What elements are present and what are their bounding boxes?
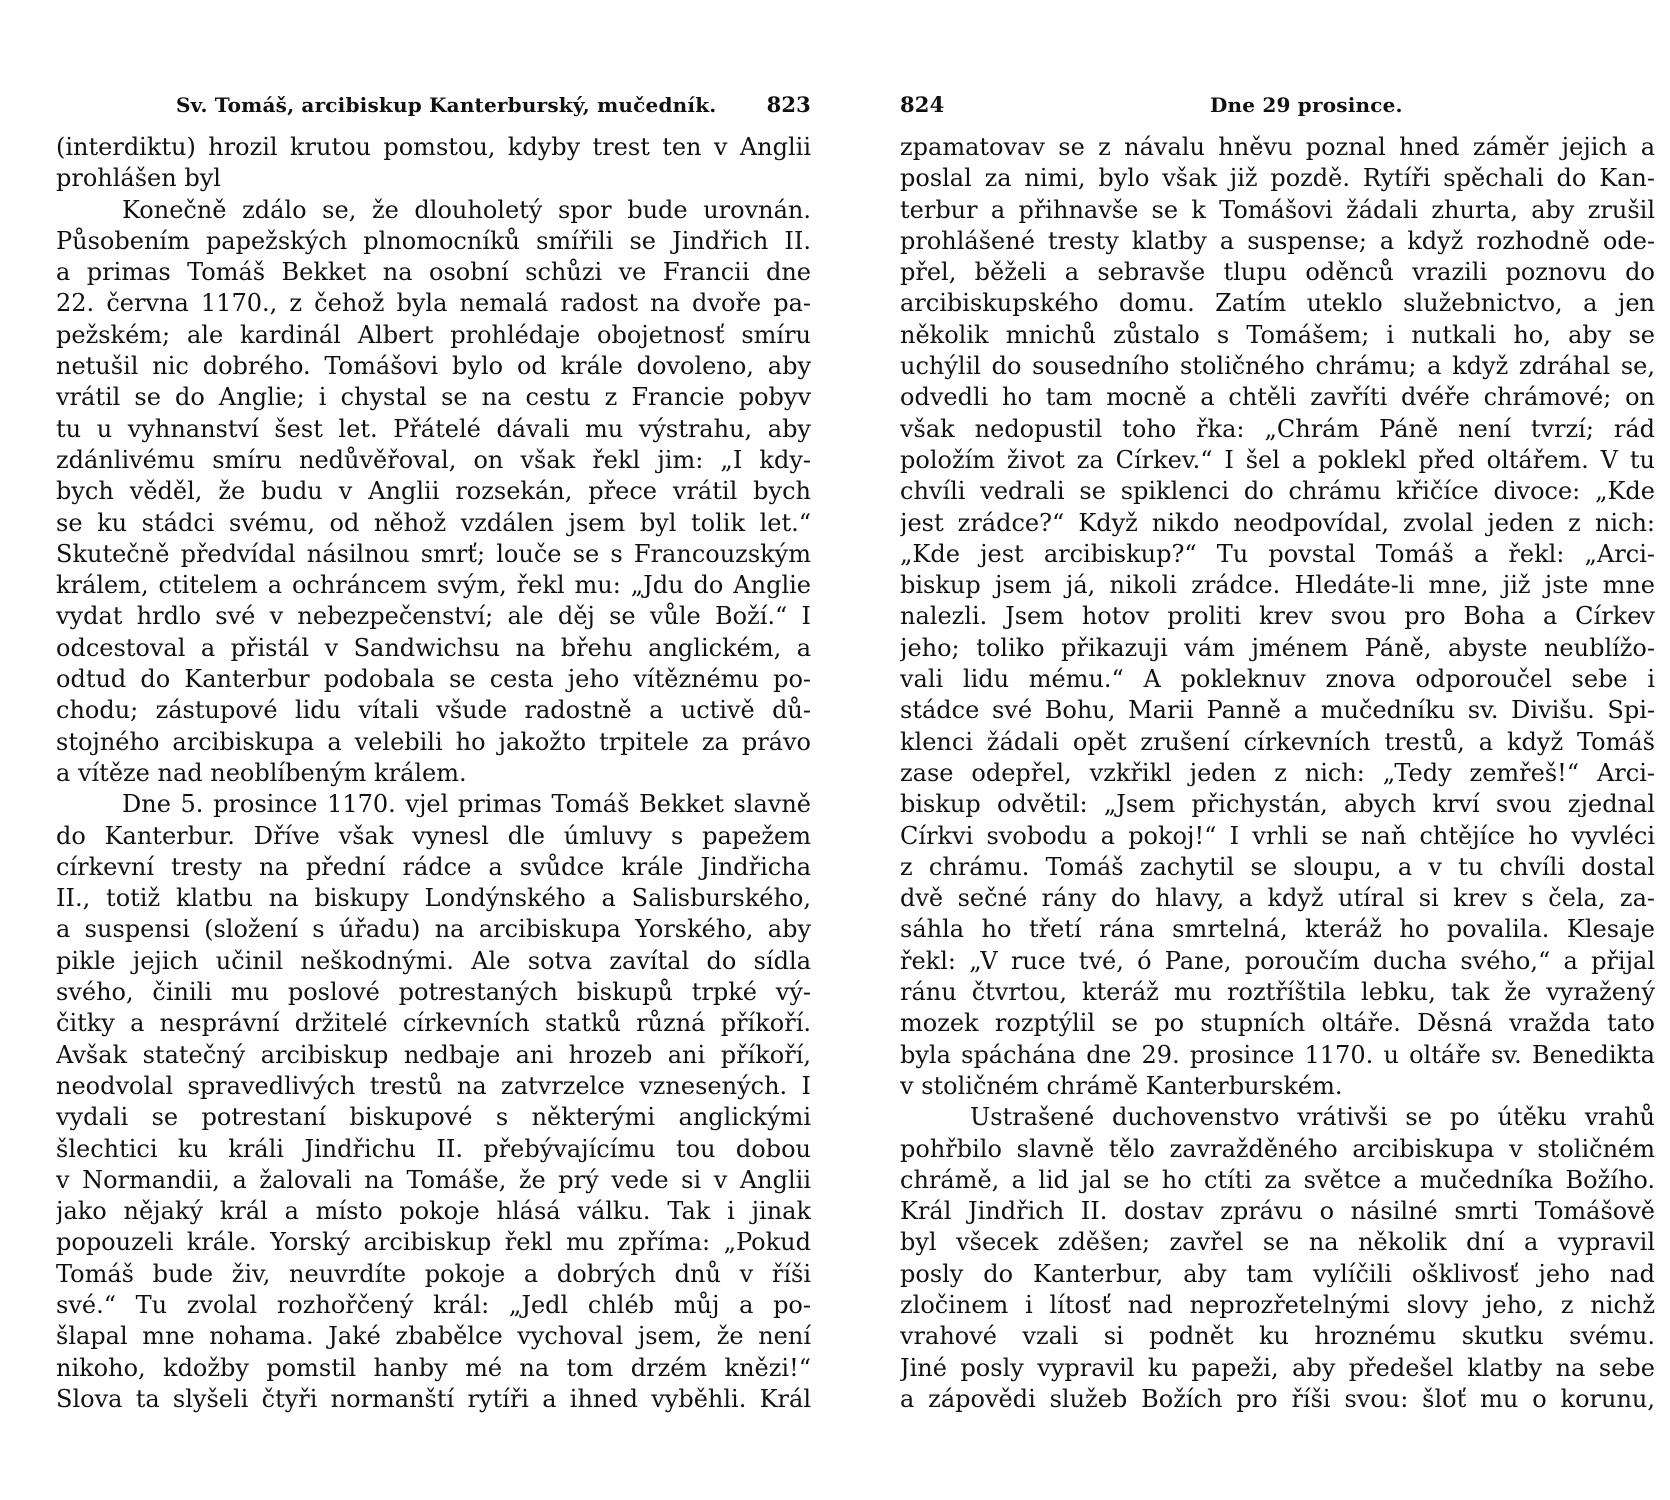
text-line: přel, běželi a sebravše tlupu oděnců vrazili poznovu do — [900, 258, 1655, 287]
text-line: jest zrádce?“ Když nikdo neodpovídal, zvolal jeden z nich: — [900, 508, 1655, 537]
text-line: Jiné posly vypravil ku papeži, aby předešel klatby na sebe — [900, 1353, 1655, 1382]
left-page-text — [56, 132, 811, 1415]
text-line: Avšak statečný arcibiskup nedbaje ani hrozeb ani příkoří, — [56, 1040, 811, 1069]
right-page — [900, 92, 1655, 1415]
text-line: položím život za Církev.“ I šel a poklekl před oltářem. V tu — [900, 445, 1655, 474]
text-line: a zápovědi služeb Božích pro říši svou: šloť mu o korunu, — [900, 1384, 1655, 1413]
text-line: Slova ta slyšeli čtyři normanští rytíři a ihned vyběhli. Král — [56, 1384, 811, 1413]
text-line: se ku stádci svému, od něhož vzdálen jsem byl tolik let.“ — [56, 508, 811, 537]
text-line: v stoličném chrámě Kanterburském. — [900, 1071, 1343, 1100]
text-line: vali lidu mému.“ A pokleknuv znova odporoučel sebe i — [900, 665, 1655, 694]
text-line: jeho; toliko přikazuji vám jménem Páně, abyste neublížo- — [900, 633, 1655, 662]
text-line: biskup jsem já, nikoli zrádce. Hledáte-li mne, již jste mne — [900, 571, 1655, 600]
text-line: II., totiž klatbu na biskupy Londýnského a Salisburského, — [56, 884, 811, 913]
text-line: nalezli. Jsem hotov proliti krev svou pro Boha a Církev — [900, 602, 1655, 631]
text-line: chrámě, a lid jal se ho ctíti za světce a mučedníka Božího. — [900, 1165, 1655, 1194]
text-line: odcestoval a přistál v Sandwichsu na břehu anglickém, a — [56, 633, 811, 662]
text-line: své.“ Tu zvolal rozhořčený král: „Jedl chléb můj a po- — [56, 1290, 811, 1319]
text-line: Ustrašené duchovenstvo vrátivši se po útěku vrahů — [970, 1103, 1655, 1132]
text-line: Král Jindřich II. dostav zprávu o násilné smrti Tomášově — [900, 1197, 1655, 1226]
text-line: stádce své Bohu, Marii Panně a mučedníku sv. Divišu. Spi- — [900, 696, 1655, 725]
text-line: mozek rozptýlil se po stupních oltáře. Děsná vražda tato — [900, 1009, 1655, 1038]
text-line: šlapal mne nohama. Jaké zbabělce vychoval jsem, že není — [56, 1322, 811, 1351]
text-line: posly do Kanterbur, aby tam vylíčili ošklivosť jeho nad — [900, 1259, 1655, 1288]
text-line: a primas Tomáš Bekket na osobní schůzi ve Francii dne — [56, 258, 811, 287]
text-line: chvíli vedrali se spiklenci do chrámu křičíce divoce: „Kde — [900, 477, 1655, 506]
text-line: (interdiktu) hrozil krutou pomstou, kdyby trest ten v Anglii — [56, 133, 811, 161]
text-line: netušil nic dobrého. Tomášovi bylo od krále dovoleno, aby — [56, 352, 811, 381]
text-line: bych věděl, že budu v Anglii rozsekán, přece vrátil bych — [56, 477, 811, 506]
text-line: v Normandii, a žalovali na Tomáše, že prý vede si v Anglii — [56, 1165, 811, 1194]
text-line: prohlášené tresty klatby a suspense; a když rozhodně ode- — [900, 226, 1655, 255]
text-line: několik mnichů zůstalo s Tomášem; i nutkali ho, aby se — [900, 320, 1655, 349]
right-page-text — [900, 132, 1655, 1415]
text-line: vydali se potrestaní biskupové s některými anglickými — [56, 1103, 811, 1132]
text-line: nikoho, kdožby pomstil hanby mé na tom drzém knězi!“ — [56, 1353, 811, 1382]
text-line: ránu čtvrtou, kteráž mu roztříštila lebku, tak že vyražený — [900, 978, 1655, 1007]
text-line: Působením papežských plnomocníků smířili se Jindřich II. — [56, 226, 811, 255]
text-line: byl všecek zděšen; zavřel se na několik dní a vypravil — [900, 1228, 1655, 1257]
page-number: 823 — [766, 92, 811, 117]
text-line: a vítěze nad neoblíbeným králem. — [56, 758, 467, 787]
left-page-header — [56, 92, 811, 132]
text-line: zdánlivému smíru nedůvěřoval, on však řekl jim: „I kdy- — [56, 445, 811, 474]
text-line: Církvi svobodu a pokoj!“ I vrhli se naň chtějíce ho vyvléci — [900, 821, 1655, 850]
text-line: Skutečně předvídal násilnou smrť; louče se s Francouzským — [56, 539, 811, 568]
text-line: šlechtici ku králi Jindřichu II. přebývajícímu tou dobou — [56, 1134, 811, 1163]
text-line: klenci žádali opět zrušení církevních trestů, a když Tomáš — [900, 727, 1655, 756]
text-line: králem, ctitelem a ochráncem svým, řekl mu: „Jdu do Anglie — [56, 571, 811, 600]
text-line: pežském; ale kardinál Albert prohlédaje obojetnosť smíru — [56, 320, 811, 349]
text-line: prohlášen byl — [56, 164, 221, 193]
left-page — [56, 92, 811, 1415]
text-line: však nedopustil toho řka: „Chrám Páně není tvrzí; rád — [900, 414, 1655, 443]
text-line: jako nějaký král a místo pokoje hlásá válku. Tak i jinak — [56, 1197, 811, 1226]
text-line: Tomáš bude živ, neuvrdíte pokoje a dobrých dnů v říši — [56, 1259, 811, 1288]
text-line: uchýlil do sousedního stoličného chrámu; a když zdráhal se, — [900, 352, 1655, 381]
text-line: pikle jejich učinil neškodnými. Ale sotva zavítal do sídla — [56, 946, 811, 975]
running-title: Dne 29 prosince. — [1210, 93, 1403, 117]
text-line: tu u vyhnanství šest let. Přátelé dávali mu výstrahu, aby — [56, 414, 811, 443]
text-line: z chrámu. Tomáš zachytil se sloupu, a v tu chvíli dostal — [900, 852, 1655, 881]
text-line: církevní tresty na přední rádce a svůdce krále Jindřicha — [56, 852, 811, 881]
text-line: neodvolal spravedlivých trestů na zatvrzelce vznesených. I — [56, 1071, 811, 1100]
text-line: zpamatovav se z návalu hněvu poznal hned záměr jejich a — [900, 133, 1655, 161]
text-line: 22. června 1170., z čehož byla nemalá radost na dvoře pa- — [56, 289, 811, 318]
text-line: odtud do Kanterbur podobala se cesta jeho vítěznému po- — [56, 665, 811, 694]
text-line: odvedli ho tam mocně a chtěli zavříti dvéře chrámové; on — [900, 383, 1655, 412]
text-line: stojného arcibiskupa a velebili ho jakožto trpitele za právo — [56, 727, 811, 756]
text-line: Konečně zdálo se, že dlouholetý spor bude urovnán. — [122, 195, 811, 224]
text-line: „Kde jest arcibiskup?“ Tu povstal Tomáš a řekl: „Arci- — [900, 539, 1655, 568]
text-line: vydat hrdlo své v nebezpečenství; ale děj se vůle Boží.“ I — [56, 602, 811, 631]
text-line: arcibiskupského domu. Zatím uteklo služebnictvo, a jen — [900, 289, 1655, 318]
text-line: vrátil se do Anglie; i chystal se na cestu z Francie pobyv — [56, 383, 811, 412]
text-line: zločinem i lítosť nad neprozřetelnými slovy jeho, z nichž — [900, 1290, 1655, 1319]
right-page-header — [900, 92, 1655, 132]
text-line: čitky a nesprávní držitelé církevních statků různá příkoří. — [56, 1009, 811, 1038]
page-number: 824 — [900, 92, 945, 117]
running-title: Sv. Tomáš, arcibiskup Kanterburský, mučedník. — [176, 93, 717, 117]
text-line: Dne 5. prosince 1170. vjel primas Tomáš Bekket slavně — [122, 790, 811, 819]
text-line: biskup odvětil: „Jsem přichystán, abych krví svou zjednal — [900, 790, 1655, 819]
text-line: řekl: „V ruce tvé, ó Pane, poroučím ducha svého,“ a přijal — [900, 946, 1655, 975]
text-line: a suspensi (složení s úřadu) na arcibiskupa Yorského, aby — [56, 915, 811, 944]
text-line: vrahové vzali si podnět ku hroznému skutku svému. — [900, 1322, 1655, 1351]
text-line: popouzeli krále. Yorský arcibiskup řekl mu zpříma: „Pokud — [56, 1228, 811, 1257]
text-line: chodu; zástupové lidu vítali všude radostně a uctivě dů- — [56, 696, 811, 725]
text-line: byla spáchána dne 29. prosince 1170. u oltáře sv. Benedikta — [900, 1040, 1655, 1069]
text-line: do Kanterbur. Dříve však vynesl dle úmluvy s papežem — [56, 821, 811, 850]
text-line: poslal za nimi, bylo však již pozdě. Rytíři spěchali do Kan- — [900, 164, 1655, 193]
text-line: zase odepřel, vzkřikl jeden z nich: „Tedy zemřeš!“ Arci- — [900, 758, 1655, 787]
text-line: terbur a přihnavše se k Tomášovi žádali zhurta, aby zrušil — [900, 195, 1655, 224]
text-line: dvě sečné rány do hlavy, a když utíral si krev s čela, za- — [900, 884, 1655, 913]
text-line: sáhla ho třetí rána smrtelná, kteráž ho povalila. Klesaje — [900, 915, 1655, 944]
text-line: svého, činili mu poslové potrestaných biskupů trpké vý- — [56, 978, 811, 1007]
text-line: pohřbilo slavně tělo zavražděného arcibiskupa v stoličném — [900, 1134, 1655, 1163]
